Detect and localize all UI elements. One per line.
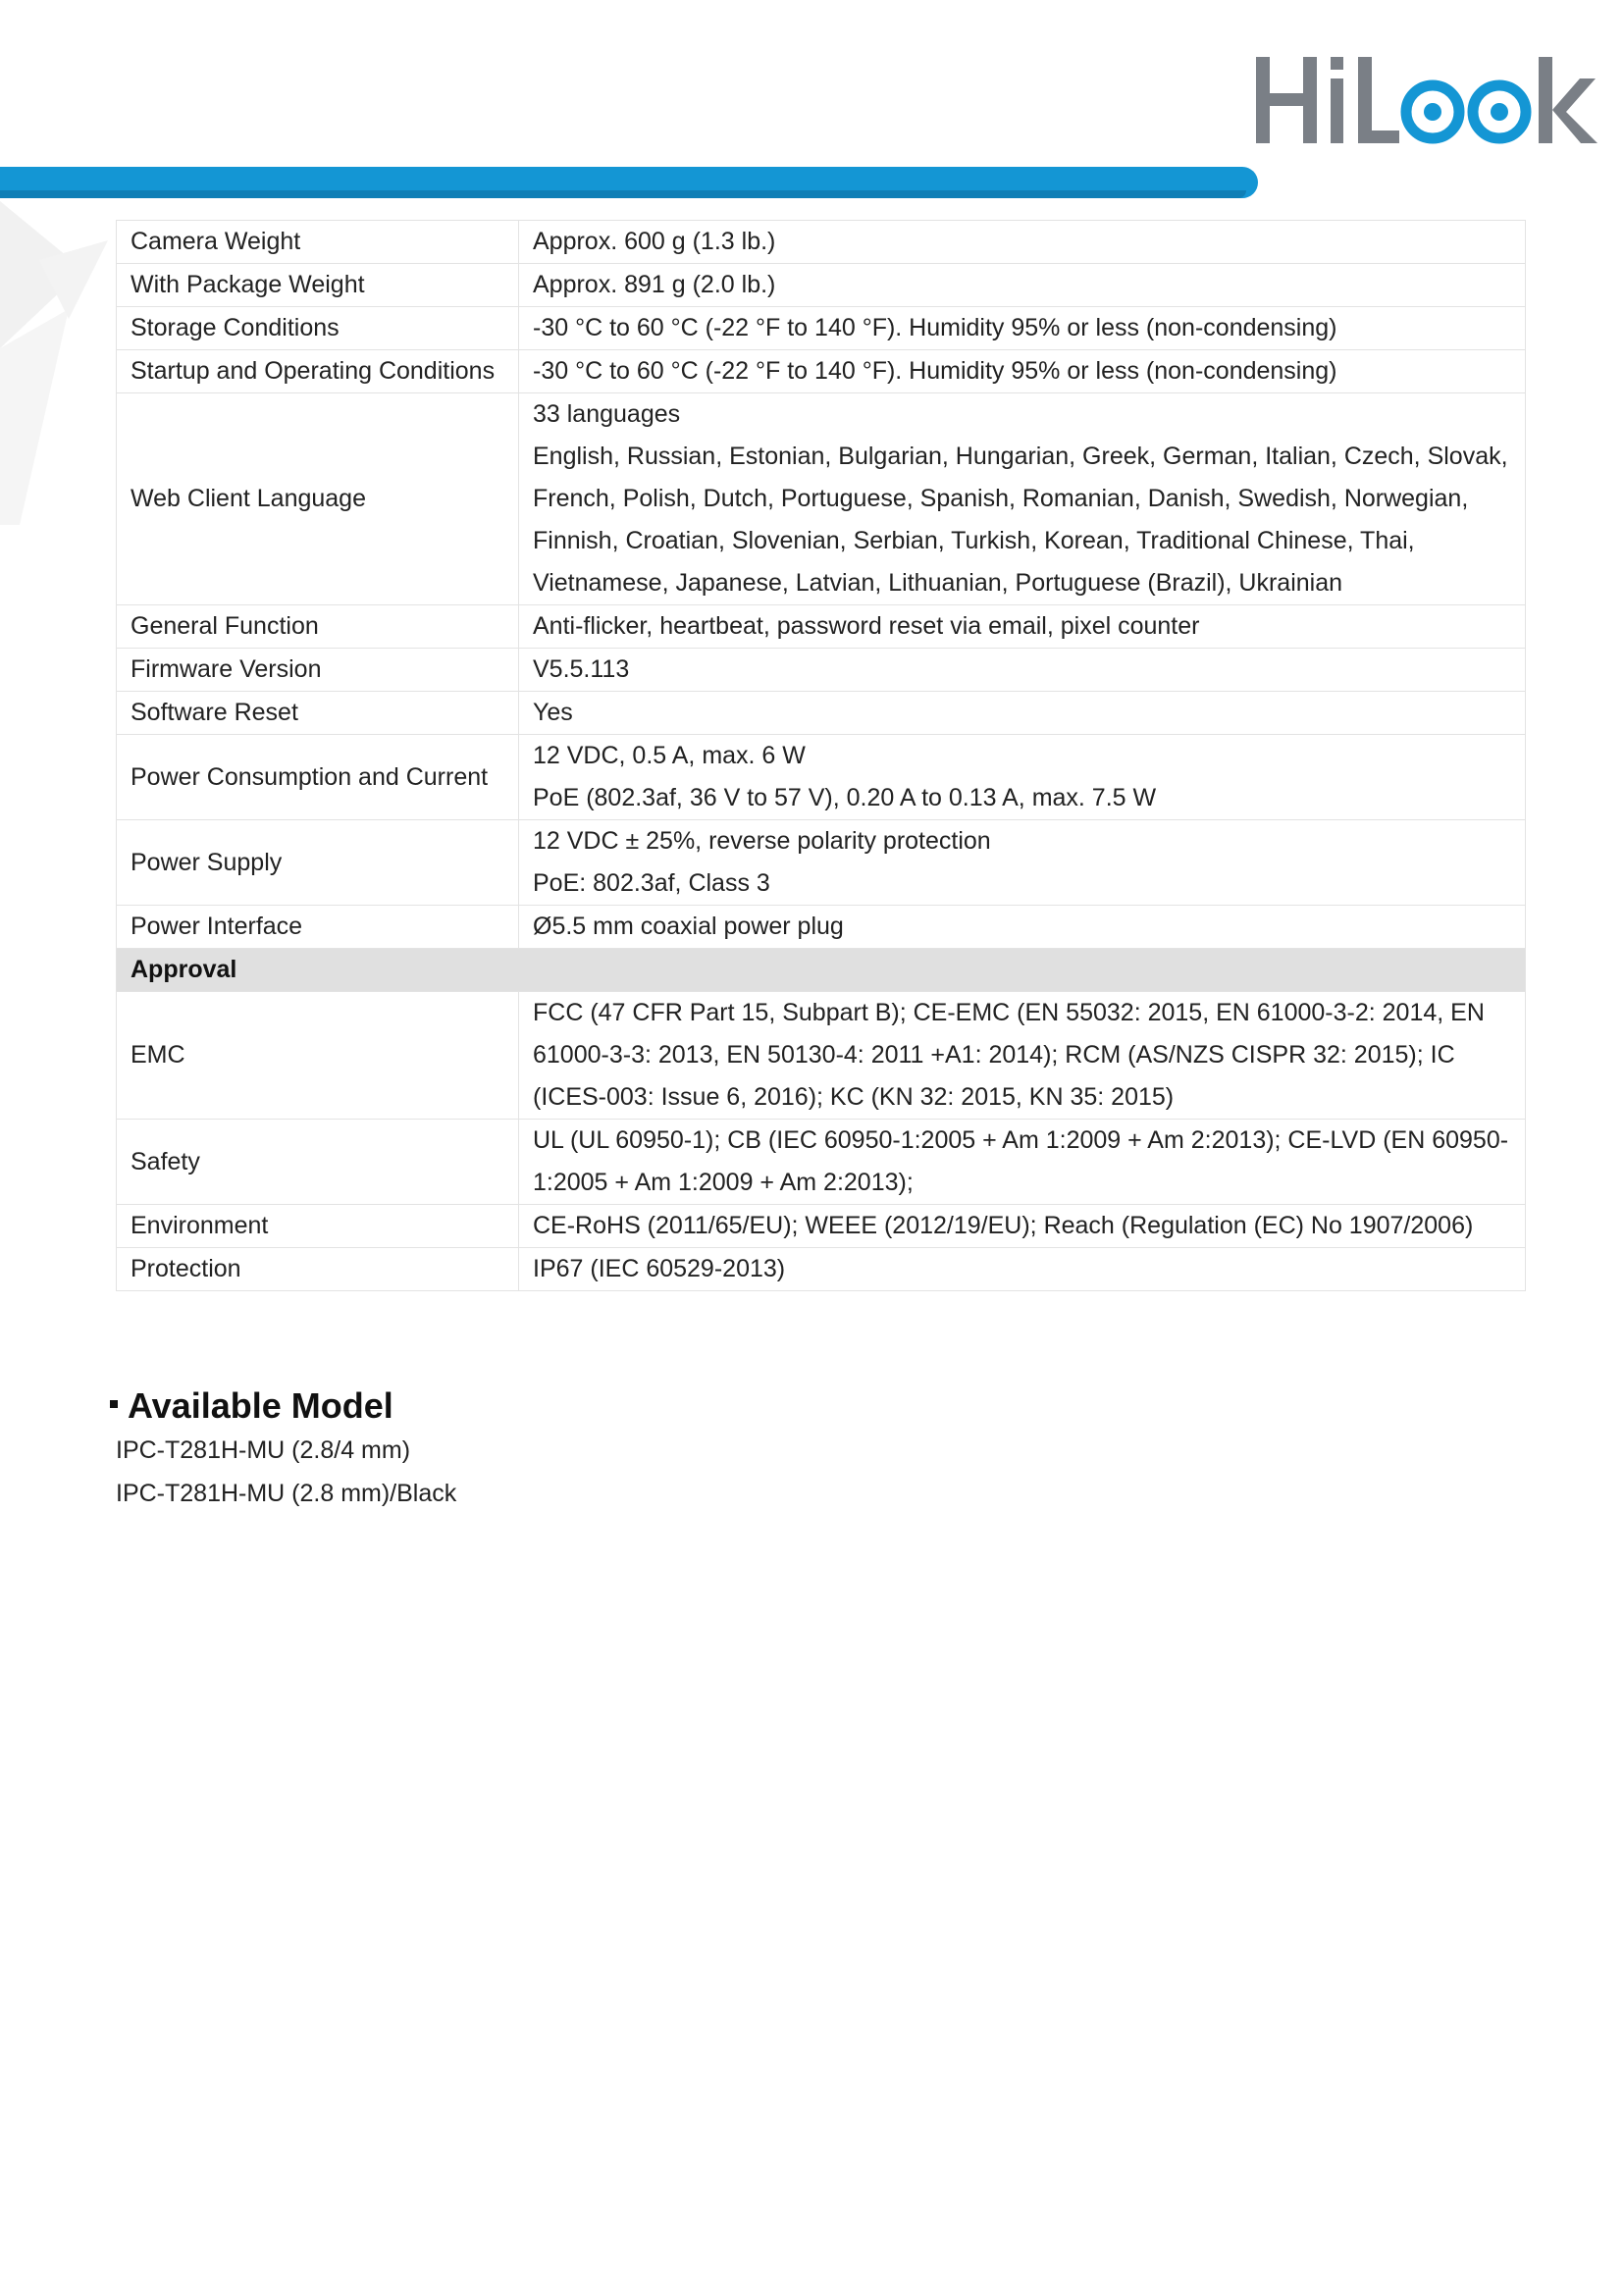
spec-value-line: IP67 (IEC 60529-2013) (533, 1255, 786, 1282)
spec-label: Startup and Operating Conditions (117, 350, 519, 393)
spec-value-line: 12 VDC ± 25%, reverse polarity protection (533, 827, 991, 855)
spec-row (117, 307, 1526, 350)
spec-value (519, 221, 1526, 264)
spec-row (117, 649, 1526, 692)
spec-label: Web Client Language (117, 393, 519, 605)
spec-value-line: UL (UL 60950-1); CB (IEC 60950-1:2005 + Am 1:2009 + Am 2:2013); CE-LVD (EN 60950-1:2005 + Am 1:2009 + Am 2:2013); (533, 1126, 1509, 1196)
available-model-heading-text: Available Model (128, 1385, 393, 1426)
spec-value-line: English, Russian, Estonian, Bulgarian, Hungarian, Greek, German, Italian, Czech, Slovak, French, Polish, Dutch, Portuguese, Spanish, Romanian, Danish, Swedish, Norwegian, Finnish, Croatian, Slovenian, Serbian, Turkish, Korean, Traditional Chinese, Thai, Vietnamese, Japanese, Latvian, Lithuanian, Portuguese (Brazil), Ukrainian (533, 443, 1508, 597)
spec-label: EMC (117, 992, 519, 1120)
model-item: IPC-T281H-MU (2.8 mm)/Black (116, 1480, 457, 1507)
spec-value-line: FCC (47 CFR Part 15, Subpart B); CE-EMC (EN 55032: 2015, EN 61000-3-2: 2014, EN 61000-3-3: 2013, EN 50130-4: 2011 +A1: 2014); RCM (AS/NZS CISPR 32: 2015); IC (ICES-003: Issue 6, 2016); KC (KN 32: 2015, KN 35: 2015) (533, 999, 1485, 1111)
spec-label: Power Supply (117, 820, 519, 906)
spec-value (519, 1120, 1526, 1205)
spec-label: Firmware Version (117, 649, 519, 692)
spec-value-line: PoE (802.3af, 36 V to 57 V), 0.20 A to 0.13 A, max. 7.5 W (533, 784, 1157, 811)
spec-value-line: V5.5.113 (533, 655, 630, 683)
spec-label: Protection (117, 1248, 519, 1291)
spec-value (519, 1205, 1526, 1248)
spec-value (519, 692, 1526, 735)
spec-value-line: 33 languages (533, 400, 681, 428)
specification-table-body (117, 221, 1526, 1291)
spec-value-line: Ø5.5 mm coaxial power plug (533, 913, 844, 940)
spec-label: With Package Weight (117, 264, 519, 307)
header-accent-bar-shadow (0, 190, 1246, 198)
spec-row (117, 735, 1526, 820)
spec-value (519, 605, 1526, 649)
spec-value (519, 820, 1526, 906)
spec-row (117, 393, 1526, 605)
spec-value (519, 264, 1526, 307)
spec-row (117, 605, 1526, 649)
spec-row (117, 692, 1526, 735)
spec-value-line: -30 °C to 60 °C (-22 °F to 140 °F). Humidity 95% or less (non-condensing) (533, 314, 1337, 341)
spec-value (519, 649, 1526, 692)
spec-value-line: Anti-flicker, heartbeat, password reset via email, pixel counter (533, 612, 1200, 640)
section-title: Approval (117, 949, 1526, 992)
section-header-approval (117, 949, 1526, 992)
spec-value-line: Approx. 600 g (1.3 lb.) (533, 228, 776, 255)
spec-value (519, 735, 1526, 820)
spec-row (117, 906, 1526, 949)
spec-label: Environment (117, 1205, 519, 1248)
spec-label: Safety (117, 1120, 519, 1205)
specification-table (116, 220, 1526, 1291)
spec-row (117, 1248, 1526, 1291)
spec-row (117, 221, 1526, 264)
spec-row (117, 264, 1526, 307)
hilook-logo (1246, 39, 1599, 157)
spec-row (117, 1205, 1526, 1248)
spec-value-line: Approx. 891 g (2.0 lb.) (533, 271, 776, 298)
spec-value (519, 350, 1526, 393)
background-watermark-shape (0, 201, 108, 525)
spec-row (117, 820, 1526, 906)
model-item: IPC-T281H-MU (2.8/4 mm) (116, 1436, 411, 1464)
spec-value-line: CE-RoHS (2011/65/EU); WEEE (2012/19/EU); Reach (Regulation (EC) No 1907/2006) (533, 1212, 1474, 1239)
spec-value (519, 1248, 1526, 1291)
spec-value (519, 906, 1526, 949)
spec-label: General Function (117, 605, 519, 649)
spec-value-line: 12 VDC, 0.5 A, max. 6 W (533, 742, 806, 769)
spec-row (117, 1120, 1526, 1205)
spec-row (117, 350, 1526, 393)
spec-label: Camera Weight (117, 221, 519, 264)
available-model-list (116, 1429, 456, 1515)
spec-label: Power Consumption and Current (117, 735, 519, 820)
spec-label: Storage Conditions (117, 307, 519, 350)
spec-row (117, 992, 1526, 1120)
available-model-heading (110, 1385, 393, 1427)
spec-value-line: -30 °C to 60 °C (-22 °F to 140 °F). Humidity 95% or less (non-condensing) (533, 357, 1337, 385)
spec-value (519, 992, 1526, 1120)
spec-label: Software Reset (117, 692, 519, 735)
spec-value-line: PoE: 802.3af, Class 3 (533, 869, 770, 897)
spec-value-line: Yes (533, 699, 573, 726)
spec-label: Power Interface (117, 906, 519, 949)
spec-value (519, 393, 1526, 605)
bullet-icon (110, 1400, 118, 1408)
spec-value (519, 307, 1526, 350)
